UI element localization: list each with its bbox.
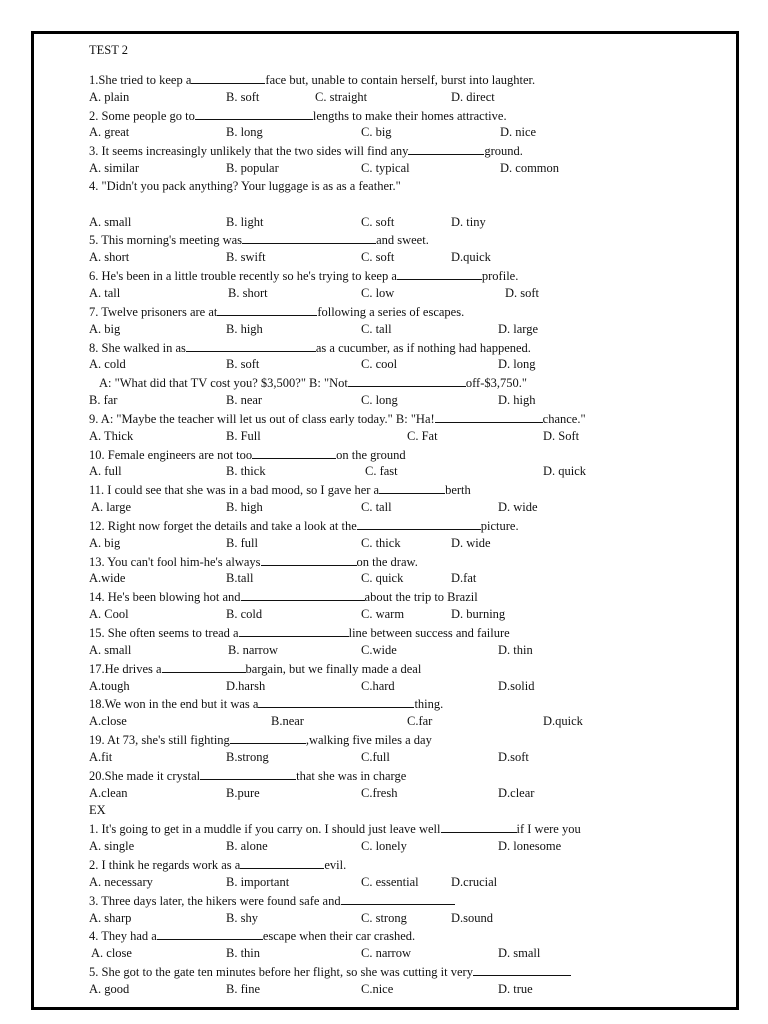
answer-option: A.tough xyxy=(89,678,130,693)
answer-option: B. thin xyxy=(226,946,261,961)
answer-blank xyxy=(341,892,455,905)
question-text xyxy=(89,107,689,125)
answer-option: B. short xyxy=(228,285,268,300)
answer-option: A. large xyxy=(91,500,132,515)
answer-option: D. small xyxy=(498,946,541,961)
question-text xyxy=(89,660,689,678)
question-text xyxy=(89,374,689,392)
answer-option: D. nice xyxy=(500,125,537,140)
answer-option: D. long xyxy=(498,357,536,372)
answer-option: C. cool xyxy=(361,357,398,372)
answer-option: D. high xyxy=(498,393,536,408)
answer-options xyxy=(89,321,689,339)
answer-option: D.fat xyxy=(451,571,477,586)
answer-options xyxy=(89,463,689,481)
answer-option: B.near xyxy=(271,714,304,729)
question-fragment: evil. xyxy=(324,857,347,872)
answer-blank xyxy=(230,731,306,744)
question-fragment: and sweet. xyxy=(376,233,429,248)
answer-option: A. great xyxy=(89,125,130,140)
answer-option: D.clear xyxy=(498,785,535,800)
answer-option: A. good xyxy=(89,981,130,996)
answer-option: C. typical xyxy=(361,161,410,176)
answer-blank xyxy=(379,481,445,494)
answer-option: B. cold xyxy=(226,607,263,622)
answer-option: D.soft xyxy=(498,749,529,764)
answer-option: A. tall xyxy=(89,285,121,300)
title-gap xyxy=(89,60,689,71)
answer-option: A. cold xyxy=(89,357,126,372)
question-fragment: berth xyxy=(445,483,471,498)
question-fragment: 12. Right now forget the details and take a look at the xyxy=(89,518,357,533)
answer-option: A. plain xyxy=(89,89,130,104)
question-text xyxy=(89,820,689,838)
answer-options xyxy=(89,945,689,963)
answer-option: B. high xyxy=(226,321,263,336)
answer-option: C. soft xyxy=(361,250,395,265)
question-fragment: 2. Some people go to xyxy=(89,108,195,123)
question-fragment: 17.He drives a xyxy=(89,661,162,676)
question-fragment: picture. xyxy=(480,518,519,533)
question-fragment: EX xyxy=(89,803,106,818)
answer-option: C. thick xyxy=(361,535,401,550)
question-fragment: 2. I think he regards work as a xyxy=(89,857,241,872)
answer-option: D. large xyxy=(498,321,539,336)
answer-option: C.fresh xyxy=(361,785,398,800)
answer-option: B. long xyxy=(226,125,263,140)
answer-blank xyxy=(397,267,482,280)
answer-option: A. similar xyxy=(89,161,139,176)
answer-option: A. small xyxy=(89,642,132,657)
question-text xyxy=(89,624,689,642)
spacer-line xyxy=(89,196,689,214)
answer-options xyxy=(89,713,689,731)
answer-option: D.quick xyxy=(451,250,491,265)
answer-blank xyxy=(408,142,484,155)
answer-options xyxy=(89,428,689,446)
question-text xyxy=(89,231,689,249)
answer-option: C.nice xyxy=(361,981,394,996)
question-fragment: profile. xyxy=(481,269,519,284)
answer-option: A. close xyxy=(91,946,132,961)
answer-option: A. Cool xyxy=(89,607,129,622)
answer-option: B. high xyxy=(226,500,263,515)
question-list xyxy=(89,71,689,999)
question-fragment: 13. You can't fool him-he's always xyxy=(89,554,261,569)
question-fragment: escape when their car crashed. xyxy=(262,929,416,944)
answer-blank xyxy=(191,71,265,84)
answer-option: D.quick xyxy=(543,714,583,729)
answer-blank xyxy=(357,517,481,530)
answer-blank xyxy=(258,695,414,708)
question-text xyxy=(89,892,689,910)
answer-option: B.strong xyxy=(226,749,269,764)
answer-option: A. small xyxy=(89,214,132,229)
question-fragment: 19. At 73, she's still fighting xyxy=(89,733,230,748)
question-fragment: 1.She tried to keep a xyxy=(89,72,192,87)
answer-option: A. necessary xyxy=(89,874,153,889)
answer-option: D.harsh xyxy=(226,678,266,693)
question-text xyxy=(89,410,689,428)
answer-options xyxy=(89,570,689,588)
answer-option: B. far xyxy=(89,393,118,408)
answer-blank xyxy=(195,107,313,120)
answer-option: C. big xyxy=(361,125,392,140)
question-fragment: 10. Female engineers are not too xyxy=(89,447,253,462)
question-fragment: 3. It seems increasingly unlikely that the two sides will find any xyxy=(89,144,409,159)
answer-option: A. big xyxy=(89,321,121,336)
question-fragment: 5. This morning's meeting was xyxy=(89,233,243,248)
question-fragment: thing. xyxy=(414,697,444,712)
answer-blank xyxy=(157,927,263,940)
answer-option: D. common xyxy=(500,161,560,176)
question-text xyxy=(89,553,689,571)
answer-option: B. alone xyxy=(226,839,268,854)
answer-option: D. lonesome xyxy=(498,839,562,854)
question-fragment: 6. He's been in a little trouble recently so he's trying to keep a xyxy=(89,269,397,284)
answer-option: C. Fat xyxy=(407,428,438,443)
question-fragment: about the trip to Brazil xyxy=(364,590,478,605)
question-fragment: bargain, but we finally made a deal xyxy=(245,661,422,676)
answer-option: C. strong xyxy=(361,910,407,925)
question-fragment: 9. A: "Maybe the teacher will let us out of class early today." B: "Ha! xyxy=(89,411,435,426)
answer-options xyxy=(89,838,689,856)
answer-options xyxy=(89,874,689,892)
answer-blank xyxy=(239,624,349,637)
question-fragment: 4. They had a xyxy=(89,929,157,944)
answer-option: A. single xyxy=(89,839,135,854)
question-fragment: on the draw. xyxy=(356,554,418,569)
answer-option: A. full xyxy=(89,464,122,479)
question-text xyxy=(89,71,689,89)
answer-option: B. thick xyxy=(226,464,266,479)
question-text xyxy=(89,927,689,945)
answer-option: C. soft xyxy=(361,214,395,229)
answer-option: B.pure xyxy=(226,785,260,800)
question-fragment: as a cucumber, as if nothing had happened. xyxy=(315,340,531,355)
answer-blank xyxy=(240,856,324,869)
question-text xyxy=(89,339,689,357)
answer-option: C. long xyxy=(361,393,398,408)
question-fragment: 7. Twelve prisoners are at xyxy=(89,304,218,319)
question-text xyxy=(89,767,689,785)
question-text xyxy=(89,517,689,535)
question-fragment: on the ground xyxy=(336,447,406,462)
answer-blank xyxy=(217,303,317,316)
question-fragment: ,walking five miles a day xyxy=(305,733,432,748)
answer-blank xyxy=(441,820,517,833)
question-fragment: 4. "Didn't you pack anything? Your luggage is as as a feather." xyxy=(89,178,401,193)
answer-option: C.wide xyxy=(361,642,397,657)
answer-options xyxy=(89,535,689,553)
answer-option: D.sound xyxy=(451,910,494,925)
question-fragment: if I were you xyxy=(516,822,581,837)
answer-option: A.close xyxy=(89,714,127,729)
question-fragment: chance." xyxy=(542,411,586,426)
answer-option: C. tall xyxy=(361,500,392,515)
answer-option: C. low xyxy=(361,285,395,300)
question-fragment: 14. He's been blowing hot and xyxy=(89,590,241,605)
answer-option: B. full xyxy=(226,535,258,550)
question-fragment: 8. She walked in as xyxy=(89,340,186,355)
question-fragment: line between success and failure xyxy=(348,626,510,640)
answer-blank xyxy=(261,553,357,566)
question-text xyxy=(89,303,689,321)
answer-blank xyxy=(162,660,246,673)
question-fragment: 3. Three days later, the hikers were found safe and xyxy=(89,893,341,908)
question-fragment: 11. I could see that she was in a bad mood, so I gave her a xyxy=(89,483,380,498)
answer-option: D. wide xyxy=(498,500,538,515)
question-text xyxy=(89,802,689,820)
answer-options xyxy=(89,249,689,267)
answer-option: C.far xyxy=(407,714,433,729)
answer-option: B. light xyxy=(226,214,264,229)
answer-option: D. Soft xyxy=(543,428,580,443)
answer-options xyxy=(89,214,689,232)
answer-option: A.fit xyxy=(89,749,113,764)
answer-option: C. warm xyxy=(361,607,405,622)
question-text xyxy=(89,695,689,713)
answer-options xyxy=(89,89,689,107)
answer-blank xyxy=(252,446,336,459)
answer-option: C. essential xyxy=(361,874,419,889)
question-fragment: 15. She often seems to tread a xyxy=(89,626,239,640)
answer-option: C. tall xyxy=(361,321,392,336)
question-text xyxy=(89,481,689,499)
test-title: TEST 2 xyxy=(89,43,129,57)
answer-options xyxy=(89,785,689,803)
answer-blank xyxy=(348,374,466,387)
question-fragment: A: "What did that TV cost you? $3,500?" B: "Not xyxy=(99,376,348,391)
answer-option: D. wide xyxy=(451,535,491,550)
question-text xyxy=(89,731,689,749)
answer-options xyxy=(89,285,689,303)
question-fragment: following a series of escapes. xyxy=(317,304,465,319)
answer-option: B. near xyxy=(226,393,263,408)
answer-option: B. fine xyxy=(226,981,261,996)
answer-options xyxy=(89,356,689,374)
answer-blank xyxy=(242,231,376,244)
answer-blank xyxy=(200,767,296,780)
answer-option: D. quick xyxy=(543,464,587,479)
answer-option: C. fast xyxy=(365,464,398,479)
answer-option: C. straight xyxy=(315,89,368,104)
answer-option: A. Thick xyxy=(89,428,134,443)
answer-options xyxy=(89,606,689,624)
question-fragment: 1. It's going to get in a muddle if you carry on. I should just leave well xyxy=(89,822,441,837)
answer-options xyxy=(89,749,689,767)
answer-options xyxy=(89,678,689,696)
answer-blank xyxy=(473,963,571,976)
answer-option: D. soft xyxy=(505,285,540,300)
answer-option: C.full xyxy=(361,749,390,764)
answer-option: C. quick xyxy=(361,571,404,586)
answer-option: B. narrow xyxy=(228,642,278,657)
answer-blank xyxy=(241,588,365,601)
question-fragment: lengths to make their homes attractive. xyxy=(312,108,507,123)
answer-option: B. Full xyxy=(226,428,261,443)
answer-options xyxy=(89,910,689,928)
answer-option: B. soft xyxy=(226,89,260,104)
answer-option: D. true xyxy=(498,981,533,996)
answer-options xyxy=(89,160,689,178)
question-text xyxy=(89,856,689,874)
answer-options xyxy=(89,642,689,660)
answer-option: D.solid xyxy=(498,678,535,693)
worksheet xyxy=(89,42,689,999)
answer-option: C. lonely xyxy=(361,839,407,854)
answer-option: B. popular xyxy=(226,161,279,176)
question-text xyxy=(89,142,689,160)
answer-option: A. big xyxy=(89,535,121,550)
answer-options xyxy=(89,124,689,142)
question-text xyxy=(89,963,689,981)
answer-option: B. important xyxy=(226,874,290,889)
answer-option: A.wide xyxy=(89,571,126,586)
question-text xyxy=(89,446,689,464)
answer-options xyxy=(89,392,689,410)
answer-option: D. tiny xyxy=(451,214,486,229)
answer-option: B. shy xyxy=(226,910,258,925)
answer-blank xyxy=(435,410,543,423)
question-fragment: off-$3,750." xyxy=(465,376,527,391)
answer-option: D. direct xyxy=(451,89,495,104)
answer-option: D. thin xyxy=(498,642,533,657)
answer-option: C. narrow xyxy=(361,946,411,961)
question-fragment: face but, unable to contain herself, burst into laughter. xyxy=(265,72,536,87)
answer-options xyxy=(89,499,689,517)
answer-option: D. burning xyxy=(451,607,506,622)
answer-option: A.clean xyxy=(89,785,128,800)
answer-option: B. soft xyxy=(226,357,260,372)
answer-option: D.crucial xyxy=(451,874,498,889)
answer-blank xyxy=(186,339,316,352)
answer-option: C.hard xyxy=(361,678,395,693)
question-text xyxy=(89,178,689,196)
question-text xyxy=(89,267,689,285)
question-fragment: that she was in charge xyxy=(296,768,407,783)
question-fragment: 18.We won in the end but it was a xyxy=(89,697,259,712)
answer-option: B. swift xyxy=(226,250,266,265)
question-text xyxy=(89,588,689,606)
answer-option: A. sharp xyxy=(89,910,132,925)
question-fragment: 20.She made it crystal xyxy=(89,768,201,783)
question-fragment: 5. She got to the gate ten minutes before her flight, so she was cutting it very xyxy=(89,965,473,980)
answer-option: A. short xyxy=(89,250,130,265)
answer-option: B.tall xyxy=(226,571,254,586)
question-fragment: ground. xyxy=(484,144,523,159)
answer-options xyxy=(89,981,689,999)
